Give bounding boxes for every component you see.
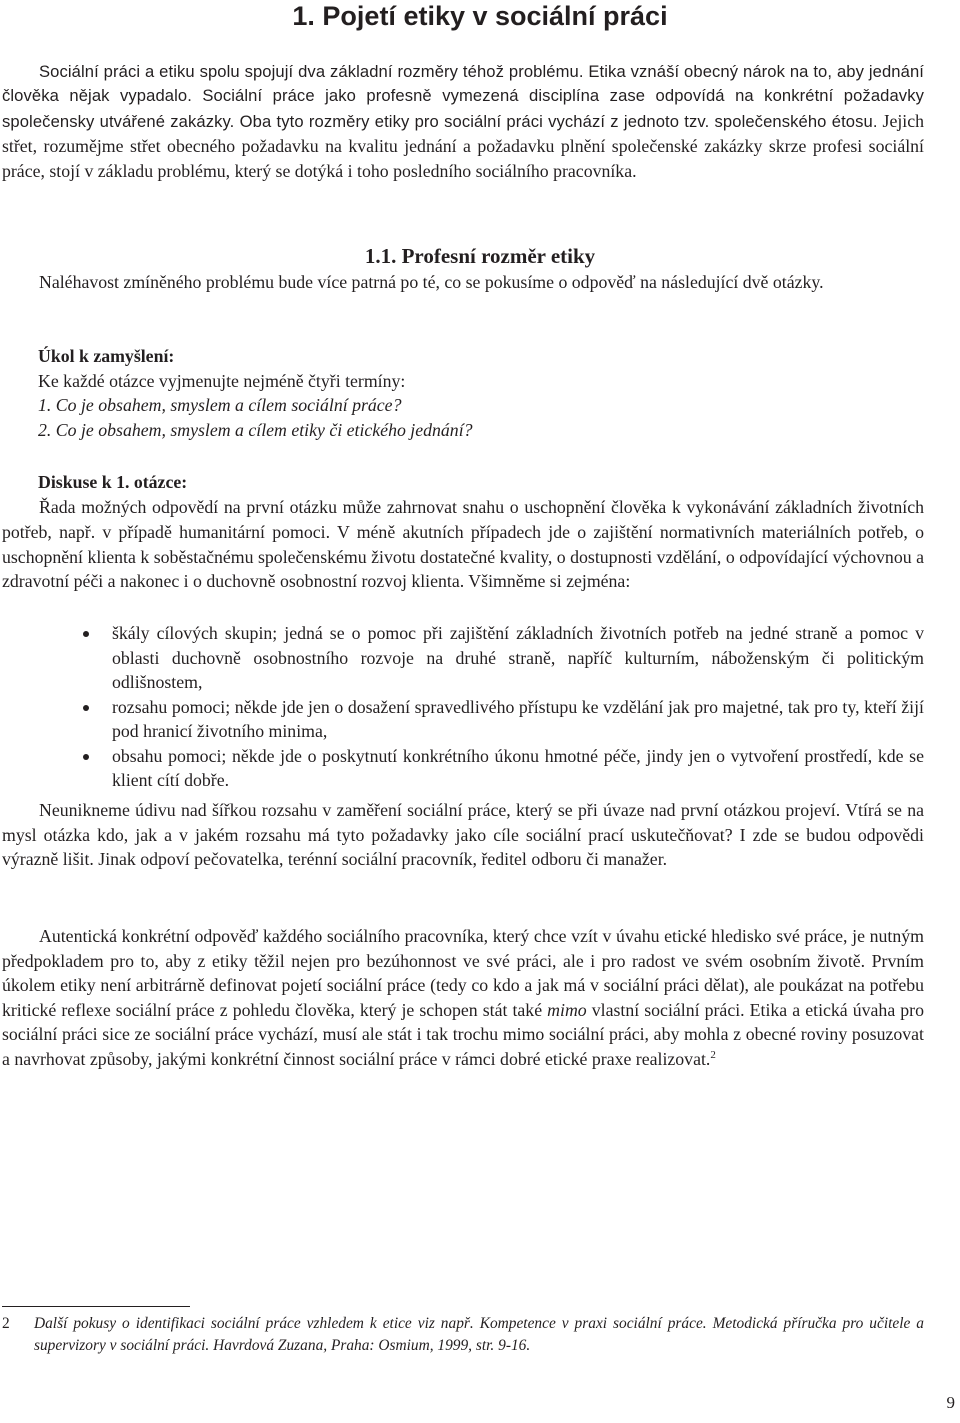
task-heading: Úkol k zamyšlení:	[38, 346, 175, 366]
section-intro: Naléhavost zmíněného problému bude více patrná po té, co se pokusíme o odpověď na následující dvě otázky.	[39, 272, 824, 292]
intro-text-sans: Sociální práci a etiku spolu spojují dva základní rozměry téhož problému. Etika vznáší obecný nárok na to, aby jednání člověka nějak vypadalo. Sociální práce jako profesně vymezená disciplína zase odpovídá na konkrétní požadavky společensky utvářené zakázky. Oba tyto rozměry etiky pro sociální práci vychází z jednoto tzv. společenského étosu.	[2, 62, 924, 131]
discussion-after: Neunikneme údivu nad šířkou rozsahu v zaměření sociální práce, který se při úvaze nad první otázkou projeví. Vtírá se na mysl otázka kdo, jak a v jakém rozsahu má tyto požadavky jako cíle sociální prací uskutečňovat? I zde se budou odpovědi výrazně lišit. Jinak odpoví pečovatelka, terénní sociální pracovník, ředitel odboru či manažer.	[2, 800, 924, 870]
authentic-italic: mimo	[547, 999, 587, 1020]
authentic-text-1: Autentická konkrétní odpověď každého sociálního pracovníka, který chce vzít v úvahu etické hledisko své práce, je nutným předpokladem pro to, aby z etiky těžil nejen pro bezúhonnost ve své práci, ale i pro radost ve svém osobním životě. Prvním úkolem etiky není arbitrárně definovat pojetí sociální práce (tedy co kdo a jak má v sociální práci dělat), ale poukázat na potřebu kritické reflexe sociální práce z pohledu člověka, který je schopen stát také	[2, 926, 924, 1020]
discussion-paragraph: Řada možných odpovědí na první otázku může zahrnovat snahu o uschopnění člověka k vykonávání základních životních potřeb, např. v případě humanitární pomoci. V méně akutních případech jde o zajištění normativních materiálních potřeb, o uschopnění klienta k soběstačnému společenskému životu dostatečné kvality, o dostupnosti vzdělání, o odpovídající výchovnou a zdravotní péči a nakonec i o duchovně osobnostní rozvoj klienta. Všimněme si zejména:	[2, 497, 924, 592]
intro-paragraph	[2, 60, 924, 184]
footnote-number: 2	[2, 1315, 10, 1332]
list-item-text: obsahu pomoci; někde jde o poskytnutí konkrétního úkonu hmotné péče, jindy jen o vytvoření prostředí, kde se klient cítí dobře.	[112, 745, 924, 790]
task-instruction: Ke každé otázce vyjmenujte nejméně čtyři termíny:	[38, 370, 406, 391]
bullet-icon	[83, 631, 89, 637]
list-item	[112, 621, 924, 695]
task-block	[38, 344, 924, 442]
footnote-text: Další pokusy o identifikaci sociální práce vzhledem k etice viz např. Kompetence v praxi sociální práce. Metodická příručka pro učitele a supervizory v sociální práci. Havrdová Zuzana, Praha: Osmium, 1999, str. 9-16.	[34, 1315, 924, 1354]
list-item-text: škály cílových skupin; jedná se o pomoc při zajištění základních životních potřeb na jedné straně a pomoc v oblasti duchovně osobnostního rozvoje na druhé straně, napříč kulturním, náboženským či politickým odlišnostem,	[112, 623, 924, 692]
authentic-text-2: vlastní sociální práci. Etika a etická úvaha pro sociální práci sice ze sociální práce vychází, musí ale stát i tak trochu mimo sociální práci, aby mohla z obecné roviny posuzovat a navrhovat způsoby, jakými konkrétní činnost sociální práce v rámci dobré etické praxe realizovat.	[2, 999, 924, 1069]
chapter-title: 1. Pojetí etiky v sociální práci	[292, 1, 668, 31]
task-question-1: 1. Co je obsahem, smyslem a cílem sociální práce?	[38, 395, 402, 415]
bullet-icon	[83, 705, 89, 711]
footnote-reference: 2	[710, 1049, 716, 1062]
list-item	[112, 695, 924, 744]
discussion-list	[112, 621, 924, 793]
bullet-icon	[83, 754, 89, 760]
list-item	[112, 744, 924, 793]
section-title: 1.1. Profesní rozměr etiky	[364, 244, 596, 268]
task-question-2: 2. Co je obsahem, smyslem a cílem etiky či etického jednání?	[38, 419, 473, 440]
list-item-text: rozsahu pomoci; někde jde jen o dosažení spravedlivého přístupu ke vzdělání jak pro majetné, tak pro ty, kteří žijí pod hranicí životního minima,	[112, 696, 924, 741]
discussion-text	[2, 495, 924, 594]
page-number: 9	[946, 1393, 955, 1412]
footnote-divider	[2, 1306, 190, 1307]
footnote	[2, 1313, 924, 1357]
discussion-heading: Diskuse k 1. otázce:	[38, 472, 188, 492]
authentic-paragraph	[2, 924, 924, 1072]
intro-text-serif: Jejich střet, rozumějme střet obecného požadavku na kvalitu jednání a požadavku plnění společenské zakázky skrze profesi sociální práce, stojí v základu problému, který se dotýká i toho posledního sociálního pracovníka.	[2, 110, 925, 182]
